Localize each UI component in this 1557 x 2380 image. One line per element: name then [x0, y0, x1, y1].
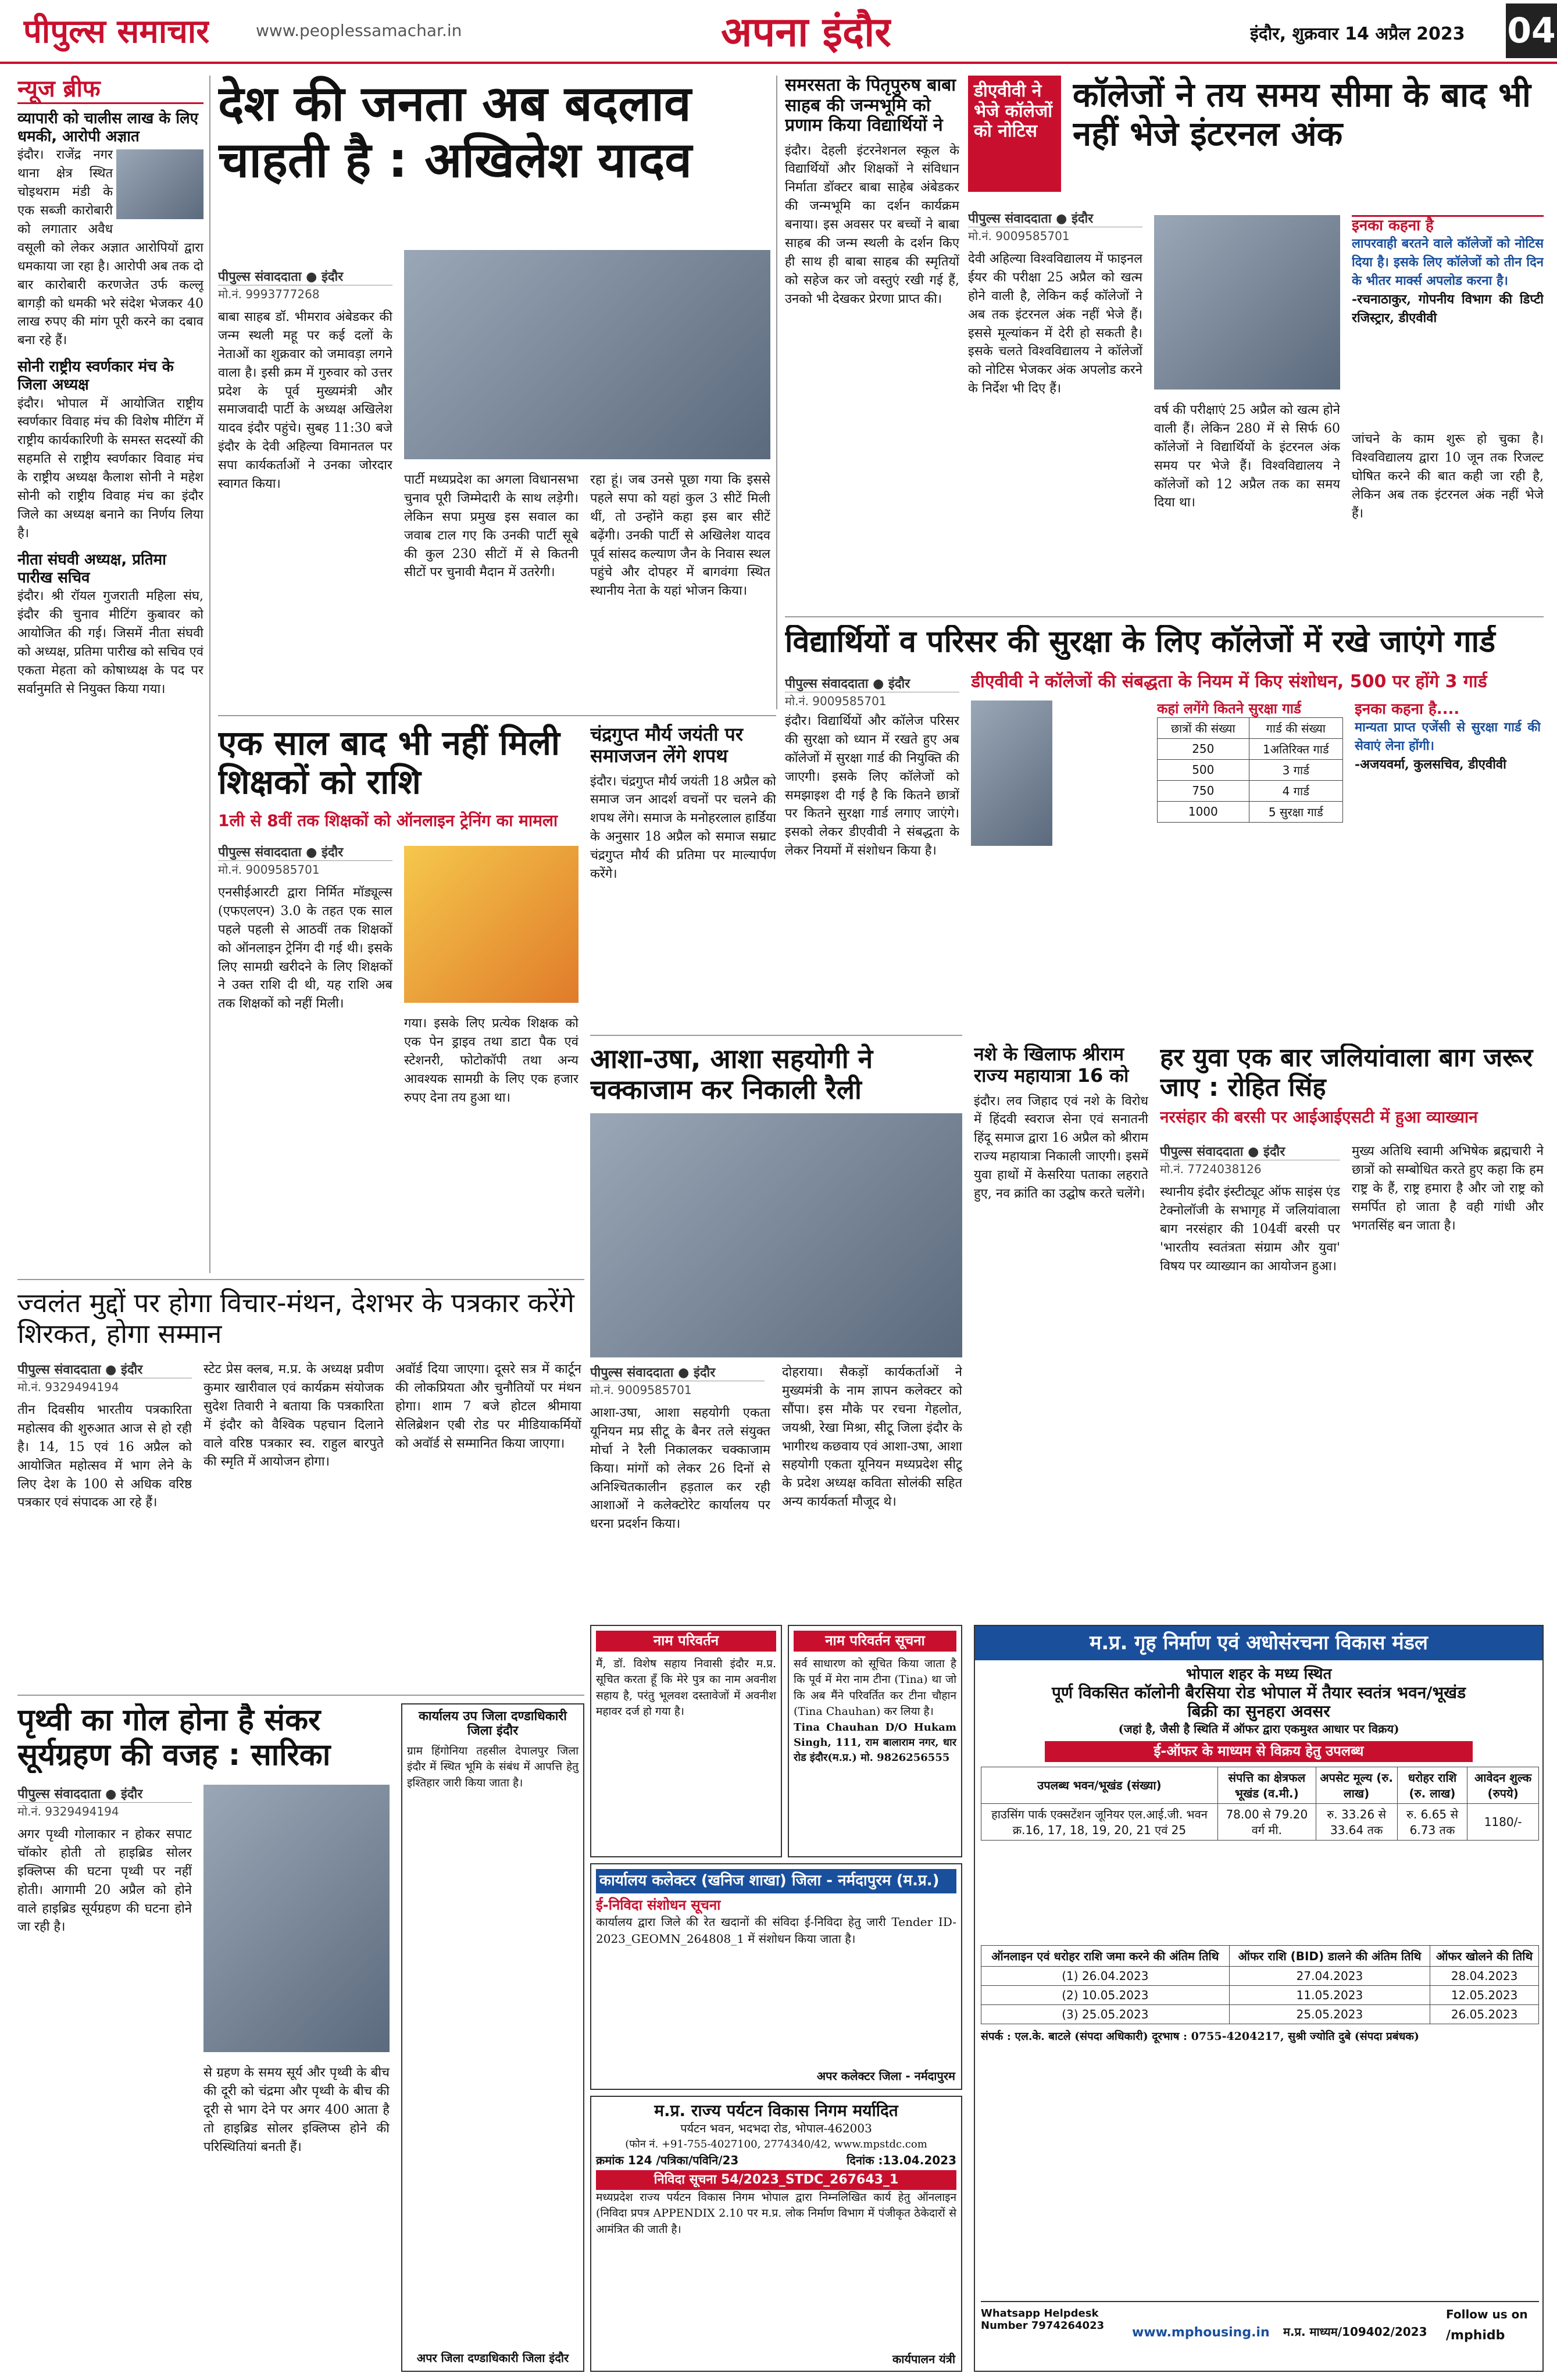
subheadline: नरसंहार की बरसी पर आईआईएसटी में हुआ व्याख्यान — [1160, 1107, 1478, 1127]
headline: आशा-उषा, आशा सहयोगी ने चक्काजाम कर निकाली रैली — [590, 1044, 873, 1105]
mobile: मो.नं. 9009585701 — [218, 863, 320, 877]
section-title: अपना इंदौर — [721, 8, 891, 56]
headline: चंद्रगुप्त मौर्य जयंती पर समाजजन लेंगे शपथ — [590, 724, 743, 767]
story-column: वर्ष की परीक्षाएं 25 अप्रैल को खत्म होने वाली हैं। लेकिन 280 में से सिर्फ 60 कॉलेजों ने विद्यार्थियों के इंटरनल अंक समय पर भेजे हैं। विश्वविद्यालय ने कॉलेजों को 12 अप्रैल तक का समय दिया था। — [1154, 403, 1340, 510]
guards-story — [785, 625, 1544, 1026]
story-column: पार्टी मध्यप्रदेश का अगला विधानसभा चुनाव पूरी जिम्मेदारी के साथ लड़ेगी। लेकिन सपा प्रमुख इस सवाल का जवाब टाल गए कि उनकी पार्टी सूबे की कुल 230 सीटों में से कितनी सीटों पर चुनावी मैदान में उतरेगी। — [404, 473, 578, 580]
ambedkar-story — [785, 76, 959, 709]
ad-footer — [981, 2301, 1539, 2365]
ad-contact: संपर्क : एल.के. बाटले (संपदा अधिकारी) दूरभाष : 0755-4204217, सुश्री ज्योति दुबे (संपदा प्रबंधक) — [981, 2029, 1419, 2043]
guard-table-box — [1157, 701, 1343, 823]
mobile: मो.नं. 9329494194 — [17, 1804, 119, 1818]
subheadline: 1ली से 8वीं तक शिक्षकों को ऑनलाइन ट्रेनिंग का मामला — [218, 811, 558, 830]
patrakar-story — [17, 1288, 584, 1689]
table-header: अपसेट मूल्य (रु. लाख) — [1316, 1767, 1397, 1803]
notice-body: ग्राम हिंगोनिया तहसील देपालपुर जिला इंदौर में स्थित भूमि के संबंध में आपत्ति हेतु इश्तिहार जारी किया जाता है। — [407, 1744, 578, 1789]
name-change-notice — [788, 1625, 962, 1857]
notice-title: म.प्र. राज्य पर्यटन विकास निगम मर्यादित — [654, 2101, 898, 2120]
ad-note: (जहां है, जैसी है स्थिति में ऑफर द्वारा एकमुश्त आधार पर विक्रय) — [1118, 1722, 1399, 1736]
story-column: एनसीईआरटी द्वारा निर्मित मॉड्यूल्स (एफएलएन) 3.0 के तहत एक साल पहले पहली से आठवीं तक शिक्षकों को ऑनलाइन ट्रेनिंग दी गई थी। इसके लिए सामग्री खरीदने के लिए शिक्षकों ने उक्त राशि दी थी, यह राशि अब तक शिक्षकों को नहीं मिली। — [218, 885, 392, 1012]
notice-body: मध्यप्रदेश राज्य पर्यटन विकास निगम भोपाल द्वारा निम्नलिखित कार्य हेतु ऑनलाइन (निविदा प्रपत्र APPENDIX 2.10 पर म.प्र. लोक निर्माण विभाग में पंजीकृत ठेकेदारों से आमंत्रित की जाती है। — [596, 2190, 956, 2236]
story-column: बाबा साहब डॉ. भीमराव अंबेडकर की जन्म स्थली महू पर कई दलों के नेताओं का शुक्रवार को जमावड़ा लगने वाला है। इसी क्रम में गुरुवार को उत्तर प्रदेश के पूर्व मुख्यमंत्री और समाजवादी पार्टी के अध्यक्ष अखिलेश यादव इंदौर पहुंचे। सुबह 11:30 बजे इंदौर के देवी अहिल्या विमानतल पर सपा कार्यकर्ताओं ने उनका जोरदार स्वागत किया। — [218, 310, 392, 492]
story-column: अवॉर्ड दिया जाएगा। दूसरे सत्र में कार्टून की लोकप्रियता और चुनौतियों पर मंथन होगा। शाम 7 बजे होटल श्रीमाया सेलिब्रेशन एबी रोड पर मीडियाकर्मियों को अवॉर्ड से सम्मानित किया जाएगा। — [395, 1362, 581, 1451]
news-brief-column — [17, 76, 203, 1273]
rohit-story — [1160, 1044, 1544, 1619]
divider — [590, 1035, 962, 1036]
brief-headline: सोनी राष्ट्रीय स्वर्णकार मंच के जिला अध्यक्ष — [17, 358, 174, 394]
whatsapp-helpdesk[interactable]: Whatsapp Helpdesk Number 7974264023 — [981, 2308, 1105, 2332]
table-header: छात्रों की संख्या — [1158, 717, 1249, 738]
tourism-tender-ad — [590, 2096, 962, 2372]
headline: पृथ्वी का गोल होना है संकर सूर्यग्रहण की वजह : सारिका — [17, 1703, 331, 1773]
asha-story — [590, 1044, 962, 1619]
housing-board-ad — [974, 1625, 1544, 2372]
quote-text: मान्यता प्राप्त एजेंसी से सुरक्षा गार्ड की सेवाएं लेना होंगी। — [1355, 720, 1541, 754]
divider — [17, 1695, 584, 1696]
story-column: से ग्रहण के समय सूर्य और पृथ्वी के बीच की दूरी को चंद्रमा और पृथ्वी के बीच की दूरी से भाग देने पर अगर 400 आता है तो हाइब्रिड सोलर इक्लिप्स होने की परिस्थितियां बनती हैं। — [203, 2065, 390, 2154]
quote-box — [1355, 701, 1541, 875]
social-handle[interactable]: /mphidb — [1446, 2328, 1505, 2343]
table-header: ऑफर राशि (BID) डालने की अंतिम तिथि — [1229, 1945, 1430, 1966]
brief-headline: नीता संघवी अध्यक्ष, प्रतिमा पारीख सचिव — [17, 551, 166, 587]
mobile: मो.नं. 9009585701 — [590, 1383, 692, 1397]
notice-phone: (फोन नं. +91-755-4027100, 2774340/42, www.mpstdc.com — [625, 2138, 927, 2151]
quote-title: इनका कहना है — [1352, 217, 1434, 234]
brief-headline: व्यापारी को चालीस लाख के लिए धमकी, आरोपी अज्ञात — [17, 110, 199, 146]
story-column: स्थानीय इंदौर इंस्टीट्यूट ऑफ साइंस एंड टेक्नोलॉजी के सभागृह में जलियांवाला बाग नरसंहार की 104वीं बरसी पर 'भारतीय स्वतंत्रता संग्राम और युवा' विषय पर व्याख्यान का आयोजन हुआ। — [1160, 1185, 1340, 1274]
headline: हर युवा एक बार जलियांवाला बाग जरूर जाए : रोहित सिंह — [1160, 1044, 1533, 1102]
guard-table — [1157, 717, 1343, 823]
nasha-story — [974, 1044, 1148, 1619]
notice-title: नाम परिवर्तन सूचना — [794, 1631, 956, 1652]
notice-ref-row — [596, 2152, 956, 2168]
table-row: (3) 25.05.2023 25.05.2023 26.05.2023 — [981, 2004, 1539, 2024]
masthead — [0, 0, 1557, 64]
table-header: ऑफर खोलने की तिथि — [1430, 1945, 1539, 1966]
table-header: धरोहर राशि (रु. लाख) — [1397, 1767, 1467, 1803]
table-header: ऑनलाइन एवं धरोहर राशि जमा करने की अंतिम तिथि — [981, 1945, 1230, 1966]
table-header: आवेदन शुल्क (रुपये) — [1467, 1767, 1539, 1803]
table-row: 250 1अतिरिक्त गार्ड — [1158, 738, 1343, 759]
college-photo — [1154, 215, 1340, 389]
byline: पीपुल्स संवाददाता ● इंदौर — [218, 267, 392, 285]
byline: पीपुल्स संवाददाता ● इंदौर — [785, 674, 959, 692]
notice-address: पर्यटन भवन, भदभदा रोड, भोपाल-462003 — [680, 2121, 872, 2136]
quote-author: -रचनाठाकुर, गोपनीय विभाग की डिप्टी रजिस्ट्रार, डीएवीवी — [1352, 291, 1544, 326]
byline: पीपुल्स संवाददाता ● इंदौर — [17, 1785, 192, 1803]
website-url[interactable]: www.peoplessamachar.in — [256, 21, 462, 40]
brief-body: इंदौर। राजेंद्र नगर थाना क्षेत्र स्थित चोइथराम मंडी के एक सब्जी कारोबारी को लगातार अवैध वसूली को लेकर अज्ञात आरोपियों द्वारा धमकाया जा रहा है। आरोपी अब तक दो बार कारोबारी करणजेत उर्फ कल्लू बागड़ी को धमकी भरे संदेश भेजकर 40 लाख रुपए की मांग पूरी करने का दबाव बना रहे हैं। — [17, 148, 203, 348]
story-tag: डीएवीवी ने भेजे कॉलेजों को नोटिस — [968, 76, 1061, 192]
story-column: दोहराया। सैकड़ों कार्यकर्ताओं ने मुख्यमंत्री के नाम ज्ञापन कलेक्टर को सौंपा। इस मौके पर रचना गेहलोत, जयश्री, रेखा मिश्रा, सीटू जिला इंदौर के भागीरथ कछवाय एवं आशा-उषा, आशा सहयोगी एकता यूनियन मध्यप्रदेश सीटू के प्रदेश अध्यक्ष कविता सोलंकी सहित अन्य कार्यकर्ता मौजूद थे। — [782, 1365, 962, 1510]
guard-photo — [971, 701, 1052, 846]
court-notice-ad — [401, 1703, 584, 2372]
mobile: मो.नं. 9009585701 — [968, 229, 1070, 243]
table-row: (2) 10.05.2023 11.05.2023 12.05.2023 — [981, 1985, 1539, 2004]
ad-subtitle: भोपाल शहर के मध्य स्थित — [1185, 1666, 1332, 1684]
ad-website[interactable]: www.mphousing.in — [1132, 2325, 1270, 2340]
rally-photo — [590, 1113, 962, 1357]
byline: पीपुल्स संवाददाता ● इंदौर — [968, 209, 1142, 227]
akhilesh-photo — [404, 250, 770, 459]
mobile: मो.नं. 9329494194 — [17, 1380, 119, 1394]
collector-notice-ad — [590, 1863, 962, 2090]
ad-headline: पूर्ण विकसित कॉलोनी बैरसिया रोड भोपाल में तैयार स्वतंत्र भवन/भूखंड बिक्री का सुनहरा अवसर — [1051, 1682, 1466, 1721]
divider — [776, 76, 777, 709]
quote-title: इनका कहना है.... — [1355, 701, 1460, 718]
headline: नशे के खिलाफ श्रीराम राज्य महायात्रा 16 को — [974, 1044, 1129, 1087]
ad-title: म.प्र. गृह निर्माण एवं अधोसंरचना विकास मंडल — [975, 1626, 1542, 1660]
money-photo — [116, 149, 203, 219]
teacher-illustration — [404, 846, 578, 1003]
notice-body: कार्यालय द्वारा जिले की रेत खदानों की संविदा ई-निविदा हेतु जारी Tender ID- 2023_GEOMN_264808_1 में संशोधन किया जाता है। — [596, 1914, 956, 1946]
notice-body: सर्व साधारण को सूचित किया जाता है कि पूर्व में मेरा नाम टीना (Tina) था जो कि अब मैंने परिवर्तित कर टीना चौहान (Tina Chauhan) कर लिया है। — [794, 1657, 956, 1718]
notice-subtitle: ई-निविदा संशोधन सूचना — [596, 1896, 721, 1913]
mobile: मो.नं. 9009585701 — [785, 694, 887, 708]
byline: पीपुल्स संवाददाता ● इंदौर — [1160, 1142, 1340, 1160]
grahan-story — [17, 1703, 390, 2372]
mobile: मो.नं. 9993777268 — [218, 287, 320, 301]
divider — [209, 76, 210, 1273]
story-column: इंदौर। विद्यार्थियों और कॉलेज परिसर की सुरक्षा को ध्यान में रखते हुए अब कॉलेजों में सुरक्षा गार्ड की नियुक्ति की जाएगी। इसके लिए कॉलेजों को समझाइश दी गई है कि कितने छात्रों पर कितने सुरक्षा गार्ड लगाए जाएंगे। इसको लेकर डीएवीवी ने संबद्धता के लेकर नियमों में संशोधन किया है। — [785, 714, 959, 859]
byline: पीपुल्स संवाददाता ● इंदौर — [590, 1363, 765, 1381]
newspaper-logo: पीपुल्स समाचार — [23, 13, 210, 51]
teachers-story — [218, 724, 578, 1218]
headline: कॉलेजों ने तय समय सीमा के बाद भी नहीं भेजे इंटरनल अंक — [1073, 76, 1531, 153]
dates-table — [981, 1945, 1539, 2024]
divider — [17, 1279, 584, 1280]
notice-body: मैं, डॉ. विशेष सहाय निवासी इंदौर म.प्र. सूचित करता हूँ कि मेरे पुत्र का नाम अवनीश सहाय है, परंतु भूलवश दस्तावेजों में अवनीश महावर दर्ज हो गया है। — [596, 1657, 776, 1718]
mobile: मो.नं. 7724038126 — [1160, 1162, 1262, 1176]
notice-sign: अपर जिला दण्डाधिकारी जिला इंदौर — [416, 2351, 569, 2365]
quote-author: -अजयवर्मा, कुलसचिव, डीएवीवी — [1355, 756, 1506, 772]
name-change-notice — [590, 1625, 782, 1857]
table-row: (1) 26.04.2023 27.04.2023 28.04.2023 — [981, 1966, 1539, 1985]
brief-body: इंदौर। श्री रॉयल गुजराती महिला संघ, इंदौर की चुनाव मीटिंग कुबावर को आयोजित की गई। जिसमें नीता संघवी को अध्यक्ष, प्रतिमा पारीख को सचिव एवं एकता मेहता को कोषाध्यक्ष के पद पर सर्वानुमति से नियुक्त किया गया। — [17, 589, 203, 696]
divider — [218, 715, 776, 716]
notice-sign: कार्यपालन यंत्री — [892, 2352, 955, 2366]
davv-story — [968, 76, 1544, 610]
akhilesh-story — [218, 76, 770, 709]
story-column: अगर पृथ्वी गोलाकार न होकर सपाट चॉकोर होती तो हाइब्रिड सोलर इक्लिप्स की घटना पृथ्वी पर नहीं होती। आगामी 20 अप्रैल को होने वाले हाइब्रिड सूर्यग्रहण की घटना होने जा रही है। — [17, 1827, 192, 1935]
story-column: तीन दिवसीय भारतीय पत्रकारिता महोत्सव की शुरुआत आज से हो रही है। 14, 15 एवं 16 अप्रैल को आयोजित महोत्सव में भाग लेने के लिए देश के 100 से अधिक वरिष्ठ पत्रकार एवं संपादक आ रहे हैं। — [17, 1403, 192, 1510]
subheadline: डीएवीवी ने कॉलेजों की संबद्धता के नियम में किए संशोधन, 500 पर होंगे 3 गार्ड — [971, 671, 1487, 692]
story-column: रहा हूं। जब उनसे पूछा गया कि इससे पहले सपा को यहां कुल 3 सीटें मिली थीं, तो उन्होंने कहा इस बार सीटें बढ़ेंगी। उनकी पार्टी से अखिलेश यादव पूर्व सांसद कल्याण जैन के निवास स्थल पहुंचे और दोपहर में बागवंगा स्थित स्थानीय नेता के यहां भोजन किया। — [590, 473, 770, 599]
dateline: इंदौर, शुक्रवार 14 अप्रैल 2023 — [1250, 24, 1465, 44]
story-column: आशा-उषा, आशा सहयोगी एकता यूनियन मप्र सीटू के बैनर तले संयुक्त मोर्चा ने रैली निकालकर चक्काजाम किया। मांगों को लेकर 26 दिनों से अनिश्चितकालीन हड़ताल कर रही आशाओं ने कलेक्टोरेट कार्यालय पर धरना प्रदर्शन किया। — [590, 1406, 770, 1532]
table-row: 750 4 गार्ड — [1158, 780, 1343, 801]
table-row: हाउसिंग पार्क एक्सटेंशन जूनियर एल.आई.जी. भवन क्र.16, 17, 18, 19, 20, 21 एवं 25 78.00 से 79.20 वर्ग मी. रु. 33.26 से 33.64 तक रु. 6.65 से 6.73 तक 1180/- — [981, 1803, 1539, 1840]
notice-title: कार्यालय कलेक्टर (खनिज शाखा) जिला - नर्मदापुरम (म.प्र.) — [596, 1869, 956, 1893]
story-column: गया। इसके लिए प्रत्येक शिक्षक को एक पेन ड्राइव तथा डाटा पैक एवं स्टेशनरी, फोटोकॉपी तथा अन्य आवश्यक सामग्री के लिए एक हजार रुपए देना तय हुआ था। — [404, 1016, 578, 1105]
story-column: स्टेट प्रेस क्लब, म.प्र. के अध्यक्ष प्रवीण कुमार खारीवाल एवं कार्यक्रम संयोजक सुदेश तिवारी ने बताया कि पत्रकारिता में इंदौर को वैश्विक पहचान दिलाने वाले वरिष्ठ पत्रकार स्व. राहुल बारपुते की स्मृति में आयोजन होगा। — [203, 1362, 384, 1470]
notice-title: कार्यालय उप जिला दण्डाधिकारी जिला इंदौर — [418, 1709, 567, 1739]
table-header: संपत्ति का क्षेत्रफल भूखंड (व.मी.) — [1217, 1767, 1316, 1803]
property-table — [981, 1767, 1539, 1841]
follow-us: Follow us on — [1446, 2308, 1528, 2321]
headline: समरसता के पितृपुरुष बाबा साहब की जन्मभूमि को प्रणाम किया विद्यार्थियों ने — [785, 76, 956, 135]
table-header: गार्ड की संख्या — [1249, 717, 1342, 738]
headline: देश की जनता अब बदलाव चाहती है : अखिलेश यादव — [218, 76, 692, 188]
notice-sign: Tina Chauhan D/O Hukam Singh, 111, राम बालाराम नगर, धार रोड इंदौर(म.प्र.) मो. 9826256555 — [794, 1721, 956, 1764]
quote-box — [1352, 215, 1544, 424]
tender-number: निविदा सूचना 54/2023_STDC_267643_1 — [596, 2170, 956, 2189]
byline: पीपुल्स संवाददाता ● इंदौर — [17, 1360, 192, 1378]
news-brief-title: न्यूज ब्रीफ — [17, 76, 203, 104]
headline: एक साल बाद भी नहीं मिली शिक्षकों को राशि — [218, 724, 560, 802]
story-body: इंदौर। चंद्रगुप्त मौर्य जयंती 18 अप्रैल को समाज जन आदर्श वचनों पर चलने की शपथ लेंगे। समाज के मनोहरलाल हार्डिया के अनुसार 18 अप्रैल को समाज सम्राट चंद्रगुप्त मौर्य की प्रतिमा पर माल्यार्पण करेंगे। — [590, 774, 776, 882]
page-number: 04 — [1506, 3, 1557, 58]
ad-offer: ई-ऑफर के माध्यम से विक्रय हेतु उपलब्ध — [1045, 1741, 1473, 1762]
story-column: जांचने के काम शुरू हो चुका है। विश्वविद्यालय द्वारा 10 जून तक रिजल्ट घोषित करने की बात कही जा रही है, लेकिन अब तक इंटरनल अंक नहीं भेजे हैं। — [1352, 432, 1544, 521]
story-body: इंदौर। लव जिहाद एवं नशे के विरोध में हिंदवी स्वराज सेना एवं सनातनी हिंदू समाज द्वारा 16 अप्रैल को श्रीराम राज्य महायात्रा निकाली जाएगी। इसमें युवा हाथों में केसरिया पताका लहराते हुए, नव क्रांति का उद्घोष करते चलेंगे। — [974, 1093, 1148, 1202]
table-row: 1000 5 सुरक्षा गार्ड — [1158, 801, 1343, 822]
story-body: इंदौर। देहली इंटरनेशनल स्कूल के विद्यार्थियों और शिक्षकों ने संविधान निर्माता डॉक्टर बाबा साहेब अंबेडकर की जन्मभूमि का दर्शन कार्यक्रम बनाया। इस अवसर पर बच्चों ने बाबा साहब की जन्म स्थली के दर्शन किए ही साथ ही बाबा साहब की स्मृतियों को सहेज कर जो वस्तुएं रखी गई हैं, उनको भी देखकर प्रेरणा प्राप्त की। — [785, 143, 959, 306]
story-column: देवी अहिल्या विश्वविद्यालय में फाइनल ईयर की परीक्षा 25 अप्रैल को खत्म होने वाली है, लेकिन कई कॉलेजों ने अब तक इंटरनल अंक नहीं भेजे हैं। इससे मूल्यांकन में देरी हो सकती है। इसके चलते विश्वविद्यालय ने कॉलेजों को नोटिस भेजकर अंक अपलोड करने के निर्देश भी दिए हैं। — [968, 252, 1142, 396]
brief-body: इंदौर। भोपाल में आयोजित राष्ट्रीय स्वर्णकार विवाह मंच की विशेष मीटिंग में राष्ट्रीय कार्यकारिणी के समस्त सदस्यों की सहमति से राष्ट्रीय स्वर्णकार विवाह मंच के राष्ट्रीय अध्यक्ष कैलाश सोनी ने महेश सोनी को राष्ट्रीय विवाह मंच का इंदौर जिले का अध्यक्ष बनाने का निर्णय लिया है। — [17, 396, 203, 541]
headline: ज्वलंत मुद्दों पर होगा विचार-मंथन, देशभर के पत्रकार करेंगे शिरकत, होगा सम्मान — [17, 1288, 574, 1349]
scientist-photo — [203, 1785, 390, 2052]
divider — [785, 616, 1544, 617]
headline: विद्यार्थियों व परिसर की सुरक्षा के लिए कॉलेजों में रखे जाएंगे गार्ड — [785, 625, 1495, 659]
notice-date: दिनांक :13.04.2023 — [847, 2153, 956, 2168]
notice-sign: अपर कलेक्टर जिला - नर्मदापुरम — [816, 2069, 955, 2083]
notice-number: क्रमांक 124 /पत्रिका/पविनि/23 — [596, 2153, 739, 2168]
ad-sign: म.प्र. माध्यम/109402/2023 — [1283, 2325, 1427, 2339]
byline: पीपुल्स संवाददाता ● इंदौर — [218, 843, 392, 861]
table-row: 500 3 गार्ड — [1158, 759, 1343, 780]
table-title: कहां लगेंगे कितने सुरक्षा गार्ड — [1157, 701, 1301, 717]
notice-title: नाम परिवर्तन — [596, 1631, 776, 1652]
story-column: मुख्य अतिथि स्वामी अभिषेक ब्रह्मचारी ने छात्रों को सम्बोधित करते हुए कहा कि हम राष्ट्र के हैं, राष्ट्र हमारा है और जो राष्ट्र को समर्पित हो जाता है वही गांधी और भगतसिंह बन जाता है। — [1352, 1144, 1544, 1233]
table-header: उपलब्ध भवन/भूखंड (संख्या) — [981, 1767, 1218, 1803]
quote-text: लापरवाही बरतने वाले कॉलेजों को नोटिस दिया है। इसके लिए कॉलेजों को तीन दिन के भीतर मार्क्स अपलोड करना है। — [1352, 236, 1544, 288]
